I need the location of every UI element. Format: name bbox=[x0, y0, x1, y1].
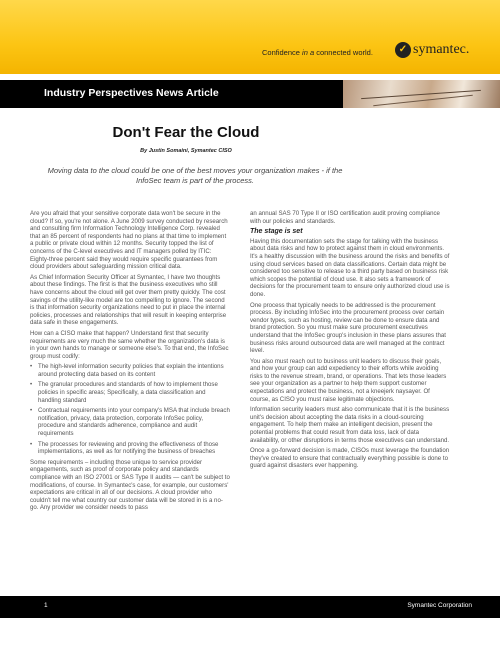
page-number: 1 bbox=[44, 602, 48, 609]
banner-photo bbox=[343, 80, 500, 108]
paragraph: Some requirements – including those unique to service provider engagements, such as proof of corporate policy and standards compliance with an ISO 27001 or SAS Type II audits — can't be subject to modifications, of course. In Symantec's case, for example, our customers' expectations are critical in all of our decisions. A cloud provider who couldn't tell me what country our customer data will be stored in is a no-go. Any provider we consider needs to pass bbox=[30, 458, 230, 512]
list-item: • The high-level information security policies that explain the intentions around protecting data based on its content bbox=[30, 363, 230, 378]
footer-company: Symantec Corporation bbox=[407, 602, 472, 609]
photo-detail bbox=[361, 90, 481, 99]
paragraph: One process that typically needs to be addressed is the procurement process. By including InfoSec into the procurement process over certain vendor types, such as hosting, review can be done to ensure data and brand protection. So you must make sure procurement executives understand that the InfoSec group's inclusion in these plans assures that business risks around outsourced data are well managed at the contract level. bbox=[250, 301, 446, 355]
paragraph: Once a go-forward decision is made, CISOs must leverage the foundation they've created to ensure that contractually everything possible is done to guard against disasters ever happening. bbox=[250, 447, 450, 470]
header-band bbox=[0, 0, 500, 74]
tagline-suffix: connected world. bbox=[316, 48, 373, 57]
paragraph: How can a CISO make that happen? Understand first that security requirements are very much the same whether the organization's data is in your own hands to manage or someone else's. To that end, the InfoSec group must codify: bbox=[30, 329, 229, 360]
banner-title: Industry Perspectives News Article bbox=[44, 87, 219, 99]
list-item: • The processes for reviewing and proving the effectiveness of those implementations, as well as for notifying the business of breaches bbox=[30, 441, 230, 456]
symantec-logo-text: symantec. bbox=[413, 42, 470, 57]
article-byline: By Justin Somaini, Symantec CISO bbox=[140, 148, 232, 154]
tagline bbox=[262, 48, 373, 57]
paragraph: Are you afraid that your sensitive corporate data won't be secure in the cloud? If so, you're not alone. A June 2009 survey conducted by research and consulting firm Information Technology Intelligence Corp. revealed that an 85 percent of respondents had no plans at that time to implement a public or private cloud within 12 months. Security topped the list of concerns of the C-level executives and IT managers polled by ITIC: Eighty-three percent said they would require specific guarantees from cloud providers about safeguarding mission critical data. bbox=[30, 210, 228, 271]
paragraph: an annual SAS 70 Type II or ISO certification audit proving compliance with our policies and standards. bbox=[250, 210, 440, 225]
paragraph: Having this documentation sets the stage for talking with the business about data risks and how to protect against them in cloud environments. It's a healthy discussion with the business around the risks and benefits of using cloud services based on data classifications. Certain data might be considered too sensitive to release to a third party based on business risk which scopes the potential of cloud use. It also sets a framework of decisions for the procurement team to ensure only authorized cloud use is done. bbox=[250, 237, 450, 298]
article-subtitle: Moving data to the cloud could be one of the best moves your organization makes - if the InfoSec team is part of the process. bbox=[47, 166, 343, 185]
paragraph: As Chief Information Security Officer at Symantec, I have two thoughts about these findings. The first is that the business executives who still have concerns about the cloud will get over them pretty quickly. The cost savings of the utility-like model are too compelling to ignore. The second is that information security organizations need to put in place the internal policies, processes and relationships that will result in keeping enterprise data safe in these engagements. bbox=[30, 273, 227, 327]
symantec-logo-icon: ✓ bbox=[395, 42, 411, 58]
paragraph: Information security leaders must also communicate that it is the business unit's decision about accepting the data risks in a cloud-sourcing engagement. To help them make an intelligent decision, present the potential problems that could result from data loss, lack of data availability, or other disruptions in terms those executives can understand. bbox=[250, 406, 450, 444]
section-heading: The stage is set bbox=[250, 228, 303, 236]
left-column bbox=[30, 210, 230, 515]
tagline-mid: in a bbox=[299, 48, 317, 57]
article-title: Don't Fear the Cloud bbox=[112, 124, 260, 141]
paragraph: You also must reach out to business unit leaders to discuss their goals, and how your group can add expediency to their efforts while avoiding risks to the revenue stream, brand, or operations. That lets those leaders see your organization as a partner to help them support customer expectations and protect the business, not a kneejerk naysayer. Of course, as CISO you must raise legitimate objections. bbox=[250, 357, 447, 403]
list-item: • Contractual requirements into your company's MSA that include breach notification, privacy, data protection, corporate InfoSec policy, procedure and standards adherence, compliance and audit requirements bbox=[30, 407, 230, 437]
right-column bbox=[250, 210, 450, 473]
requirements-list bbox=[30, 363, 230, 456]
page-footer bbox=[0, 596, 500, 618]
list-item: • The granular procedures and standards of how to implement those policies in specific areas; Specifically, a data classification and handling standard bbox=[30, 381, 230, 404]
tagline-prefix: Confidence bbox=[262, 48, 300, 57]
